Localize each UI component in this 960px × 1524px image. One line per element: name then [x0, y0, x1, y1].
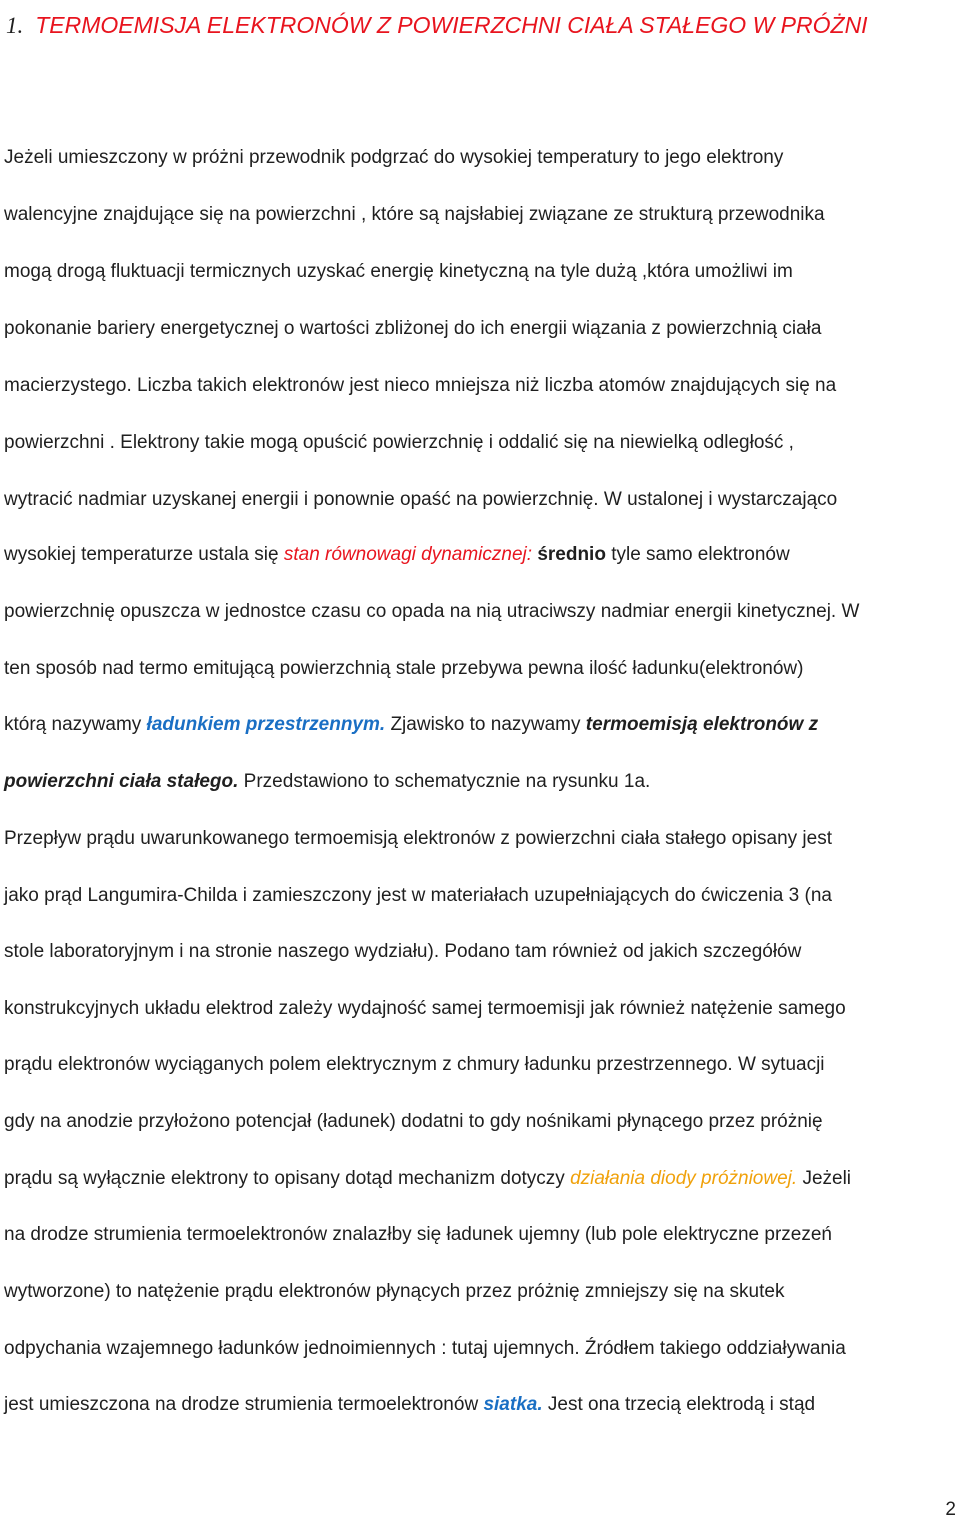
emphasis-solid-surface: powierzchni ciała stałego. — [4, 771, 239, 792]
text-line: powierzchni . Elektrony takie mogą opuścić powierzchnię i oddalić się na niewielką odległość , — [4, 432, 794, 453]
emphasis-thermionic-emission: termoemisją elektronów z — [585, 714, 819, 735]
text-line: stole laboratoryjnym i na stronie naszego wydziału). Podano tam również od jakich szczegółów — [4, 941, 802, 962]
text-run: którą nazywamy — [4, 714, 147, 735]
section-title: TERMOEMISJA ELEKTRONÓW Z POWIERZCHNI CIAŁA STAŁEGO W PRÓŻNI — [35, 12, 868, 38]
page-number: 2 — [945, 1499, 956, 1520]
text-run: Jest ona trzecią elektrodą i stąd — [542, 1394, 816, 1415]
emphasis-space-charge: ładunkiem przestrzennym. — [146, 714, 386, 735]
text-run: Jeżeli — [797, 1168, 852, 1189]
text-run: wysokiej temperaturze ustala się — [4, 544, 284, 565]
text-line: prądu elektronów wyciąganych polem elektrycznym z chmury ładunku przestrzennego. W sytuacji — [4, 1054, 825, 1075]
text-line — [4, 713, 956, 737]
text-line: gdy na anodzie przyłożono potencjał (ładunek) dodatni to gdy nośnikami płynącego przez próżnię — [4, 1111, 823, 1132]
text-line: powierzchnię opuszcza w jednostce czasu co opada na nią utraciwszy nadmiar energii kinetycznej. W — [4, 601, 860, 622]
text-line — [4, 770, 956, 794]
text-line: jako prąd Langumira-Childa i zamieszczony jest w materiałach uzupełniających do ćwiczenia 3 (na — [4, 885, 832, 906]
emphasis-grid: siatka. — [483, 1394, 543, 1415]
text-line: Przepływ prądu uwarunkowanego termoemisją elektronów z powierzchni ciała stałego opisany jest — [4, 828, 832, 849]
text-run: jest umieszczona na drodze strumienia termoelektronów — [4, 1394, 484, 1415]
section-number: 1. — [6, 13, 24, 38]
emphasis-average: średnio — [537, 544, 606, 565]
text-line: na drodze strumienia termoelektronów znalazłby się ładunek ujemny (lub pole elektryczne przezeń — [4, 1224, 832, 1245]
text-line: Jeżeli umieszczony w próżni przewodnik podgrzać do wysokiej temperatury to jego elektrony — [4, 147, 784, 168]
text-line: macierzystego. Liczba takich elektronów jest nieco mniejsza niż liczba atomów znajdujących się na — [4, 375, 837, 396]
text-line — [4, 1167, 956, 1191]
text-line: odpychania wzajemnego ładunków jednoimiennych : tutaj ujemnych. Źródłem takiego oddziaływania — [4, 1338, 846, 1359]
text-line: pokonanie bariery energetycznej o wartości zbliżonej do ich energii wiązania z powierzchnią ciała — [4, 318, 822, 339]
text-line: konstrukcyjnych układu elektrod zależy wydajność samej termoemisji jak również natężenie samego — [4, 998, 846, 1019]
text-line: walencyjne znajdujące się na powierzchni , które są najsłabiej związane ze strukturą przewodnika — [4, 204, 825, 225]
text-line — [4, 543, 956, 567]
text-line: ten sposób nad termo emitującą powierzchnią stale przebywa pewna ilość ładunku(elektronów) — [4, 658, 804, 679]
text-line: wytworzone) to natężenie prądu elektronów płynących przez próżnię zmniejszy się na skutek — [4, 1281, 785, 1302]
emphasis-vacuum-diode: działania diody próżniowej. — [570, 1168, 798, 1189]
text-run: Przedstawiono to schematycznie na rysunku 1a. — [238, 771, 651, 792]
text-line — [4, 1393, 956, 1417]
text-line: wytracić nadmiar uzyskanej energii i ponownie opaść na powierzchnię. W ustalonej i wystarczająco — [4, 489, 838, 510]
emphasis-dynamic-equilibrium: stan równowagi dynamicznej: — [283, 544, 533, 565]
text-line: mogą drogą fluktuacji termicznych uzyskać energię kinetyczną na tyle dużą ,która umożliwi im — [4, 261, 793, 282]
text-run: tyle samo elektronów — [605, 544, 790, 565]
text-run: Zjawisko to nazywamy — [385, 714, 586, 735]
text-run: prądu są wyłącznie elektrony to opisany dotąd mechanizm dotyczy — [4, 1168, 571, 1189]
section-heading — [6, 10, 956, 41]
